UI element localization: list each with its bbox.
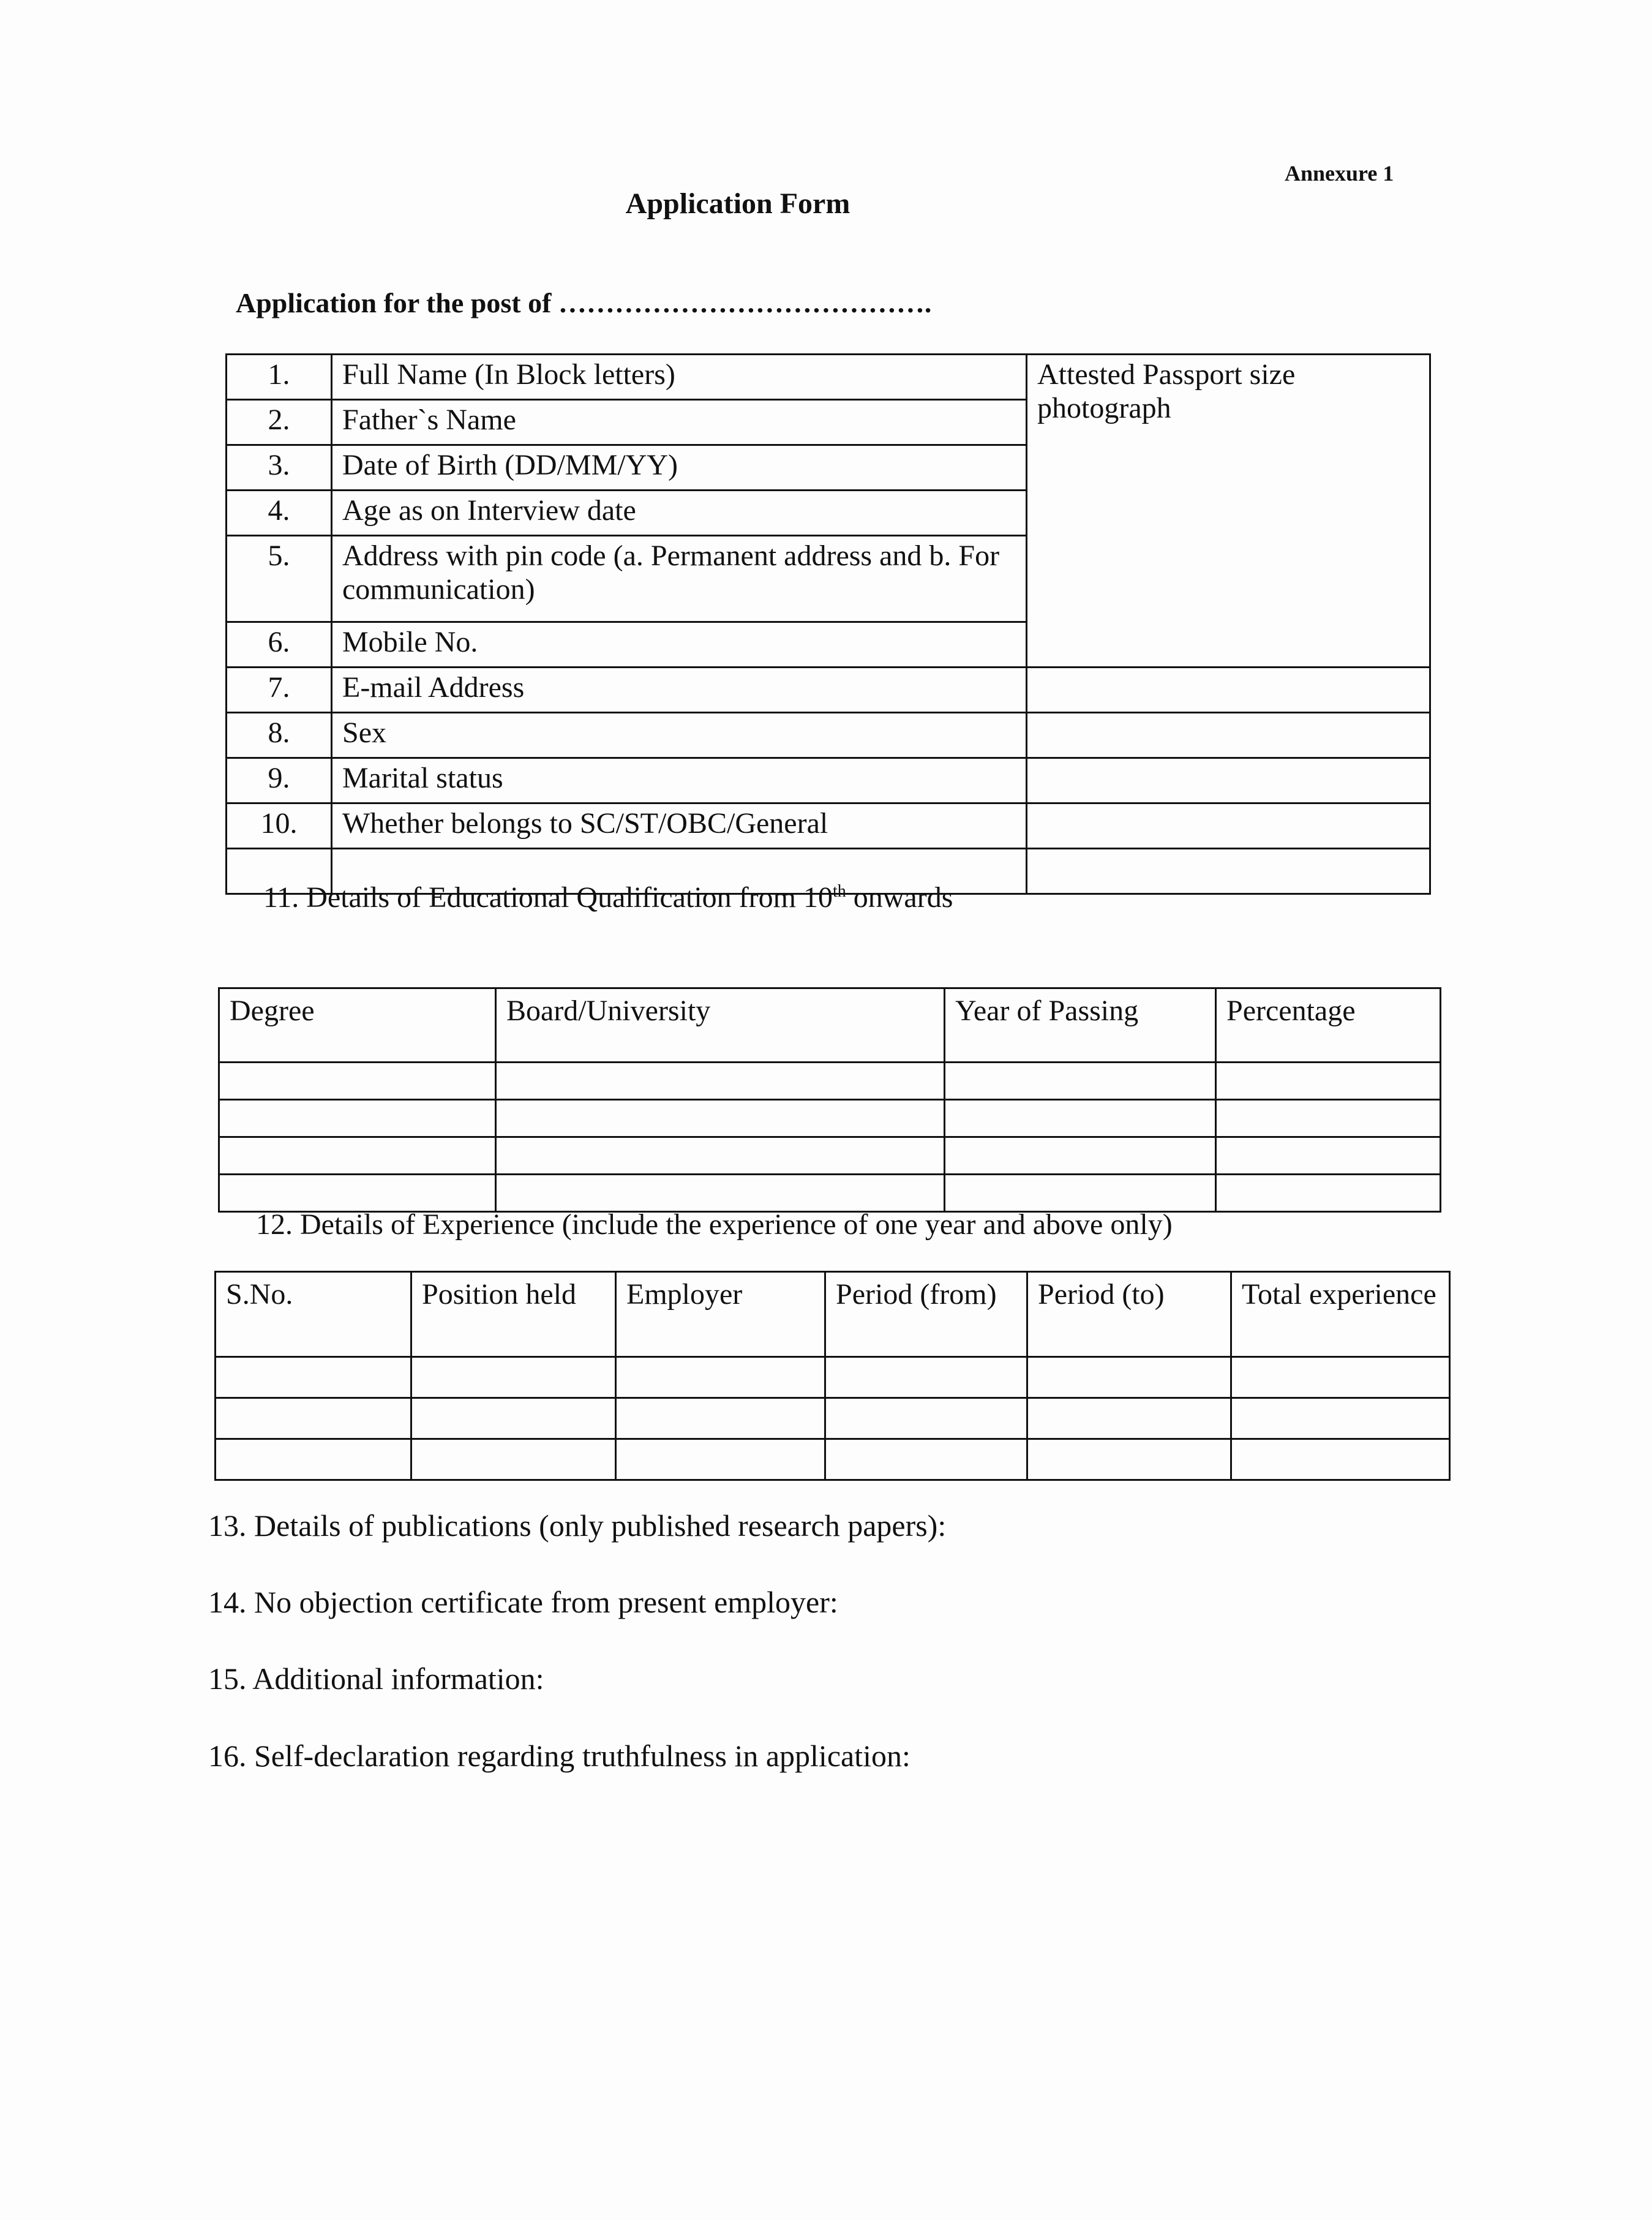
- table-row: [227, 713, 1430, 758]
- table-row: [219, 1137, 1441, 1175]
- empty-cell[interactable]: [1027, 849, 1430, 894]
- column-header: Board/University: [496, 988, 945, 1063]
- field-label: Father`s Name: [332, 400, 1027, 445]
- table-row: [219, 1175, 1441, 1212]
- row-number: 3.: [227, 445, 332, 491]
- empty-cell[interactable]: [945, 1063, 1216, 1100]
- education-table: [218, 987, 1441, 1213]
- personal-details-table: [225, 353, 1431, 895]
- row-number: 8.: [227, 713, 332, 758]
- empty-cell[interactable]: [1027, 1357, 1231, 1398]
- empty-cell[interactable]: [411, 1398, 616, 1439]
- empty-cell[interactable]: [1231, 1439, 1450, 1480]
- table-row: [227, 803, 1430, 849]
- table-row: [227, 355, 1430, 400]
- empty-cell[interactable]: [1216, 1175, 1441, 1212]
- field-value[interactable]: [1027, 713, 1430, 758]
- self-declaration-item: 16. Self-declaration regarding truthfulness in application:: [208, 1739, 910, 1773]
- empty-cell[interactable]: [496, 1063, 945, 1100]
- field-value[interactable]: [1027, 758, 1430, 803]
- empty-cell[interactable]: [825, 1357, 1027, 1398]
- photo-box[interactable]: Attested Passport size photograph: [1027, 355, 1430, 668]
- empty-cell[interactable]: [219, 1100, 496, 1137]
- column-header: Position held: [411, 1272, 616, 1357]
- post-applied-field[interactable]: Application for the post of ………………………………….: [236, 287, 932, 318]
- empty-cell[interactable]: [825, 1398, 1027, 1439]
- empty-cell[interactable]: [1216, 1137, 1441, 1175]
- empty-cell[interactable]: [216, 1357, 411, 1398]
- empty-cell[interactable]: [496, 1175, 945, 1212]
- empty-cell[interactable]: [1027, 1398, 1231, 1439]
- experience-heading: 12. Details of Experience (include the experience of one year and above only): [256, 1208, 1173, 1241]
- form-title: Application Form: [625, 187, 850, 220]
- column-header: Degree: [219, 988, 496, 1063]
- field-label: E-mail Address: [332, 668, 1027, 713]
- field-label: Date of Birth (DD/MM/YY): [332, 445, 1027, 491]
- empty-cell[interactable]: [945, 1100, 1216, 1137]
- empty-cell[interactable]: [1216, 1063, 1441, 1100]
- empty-cell[interactable]: [616, 1439, 825, 1480]
- additional-info-item: 15. Additional information:: [208, 1661, 544, 1696]
- field-label: Sex: [332, 713, 1027, 758]
- column-header: S.No.: [216, 1272, 411, 1357]
- row-number: 5.: [227, 536, 332, 622]
- education-heading: 11. Details of Educational Qualification from 10th onwards: [263, 881, 953, 914]
- table-row: [227, 668, 1430, 713]
- column-header: Year of Passing: [945, 988, 1216, 1063]
- field-label: Address with pin code (a. Permanent address and b. For communication): [332, 536, 1027, 622]
- empty-cell[interactable]: [616, 1398, 825, 1439]
- field-label: Whether belongs to SC/ST/OBC/General: [332, 803, 1027, 849]
- publications-item: 13. Details of publications (only published research papers):: [208, 1508, 947, 1543]
- row-number: 10.: [227, 803, 332, 849]
- field-value[interactable]: [1027, 668, 1430, 713]
- empty-cell[interactable]: [945, 1137, 1216, 1175]
- empty-cell[interactable]: [616, 1357, 825, 1398]
- empty-cell[interactable]: [411, 1357, 616, 1398]
- column-header: Total experience: [1231, 1272, 1450, 1357]
- empty-cell[interactable]: [1216, 1100, 1441, 1137]
- empty-cell[interactable]: [496, 1137, 945, 1175]
- annexure-label: Annexure 1: [1285, 161, 1394, 186]
- field-label: Full Name (In Block letters): [332, 355, 1027, 400]
- table-row: [219, 1100, 1441, 1137]
- experience-table: [214, 1271, 1451, 1481]
- row-number: 4.: [227, 491, 332, 536]
- empty-cell[interactable]: [1231, 1357, 1450, 1398]
- table-header: [219, 988, 1441, 1063]
- row-number: 1.: [227, 355, 332, 400]
- table-row: [216, 1357, 1450, 1398]
- field-label: Age as on Interview date: [332, 491, 1027, 536]
- column-header: Period (from): [825, 1272, 1027, 1357]
- empty-cell[interactable]: [411, 1439, 616, 1480]
- row-number: 9.: [227, 758, 332, 803]
- empty-cell[interactable]: [496, 1100, 945, 1137]
- table-row: [216, 1439, 1450, 1480]
- empty-cell[interactable]: [216, 1439, 411, 1480]
- table-row: [227, 758, 1430, 803]
- column-header: Employer: [616, 1272, 825, 1357]
- field-value[interactable]: [1027, 803, 1430, 849]
- row-number: 7.: [227, 668, 332, 713]
- empty-cell[interactable]: [219, 1137, 496, 1175]
- row-number: 2.: [227, 400, 332, 445]
- noc-item: 14. No objection certificate from present employer:: [208, 1585, 838, 1619]
- row-number: 6.: [227, 622, 332, 668]
- field-label: Mobile No.: [332, 622, 1027, 668]
- table-row: [219, 1063, 1441, 1100]
- empty-cell[interactable]: [219, 1175, 496, 1212]
- empty-cell[interactable]: [216, 1398, 411, 1439]
- empty-cell[interactable]: [825, 1439, 1027, 1480]
- column-header: Percentage: [1216, 988, 1441, 1063]
- empty-cell[interactable]: [1027, 1439, 1231, 1480]
- empty-cell[interactable]: [945, 1175, 1216, 1212]
- empty-cell[interactable]: [1231, 1398, 1450, 1439]
- field-label: Marital status: [332, 758, 1027, 803]
- column-header: Period (to): [1027, 1272, 1231, 1357]
- empty-cell[interactable]: [219, 1063, 496, 1100]
- table-header: [216, 1272, 1450, 1357]
- table-row: [216, 1398, 1450, 1439]
